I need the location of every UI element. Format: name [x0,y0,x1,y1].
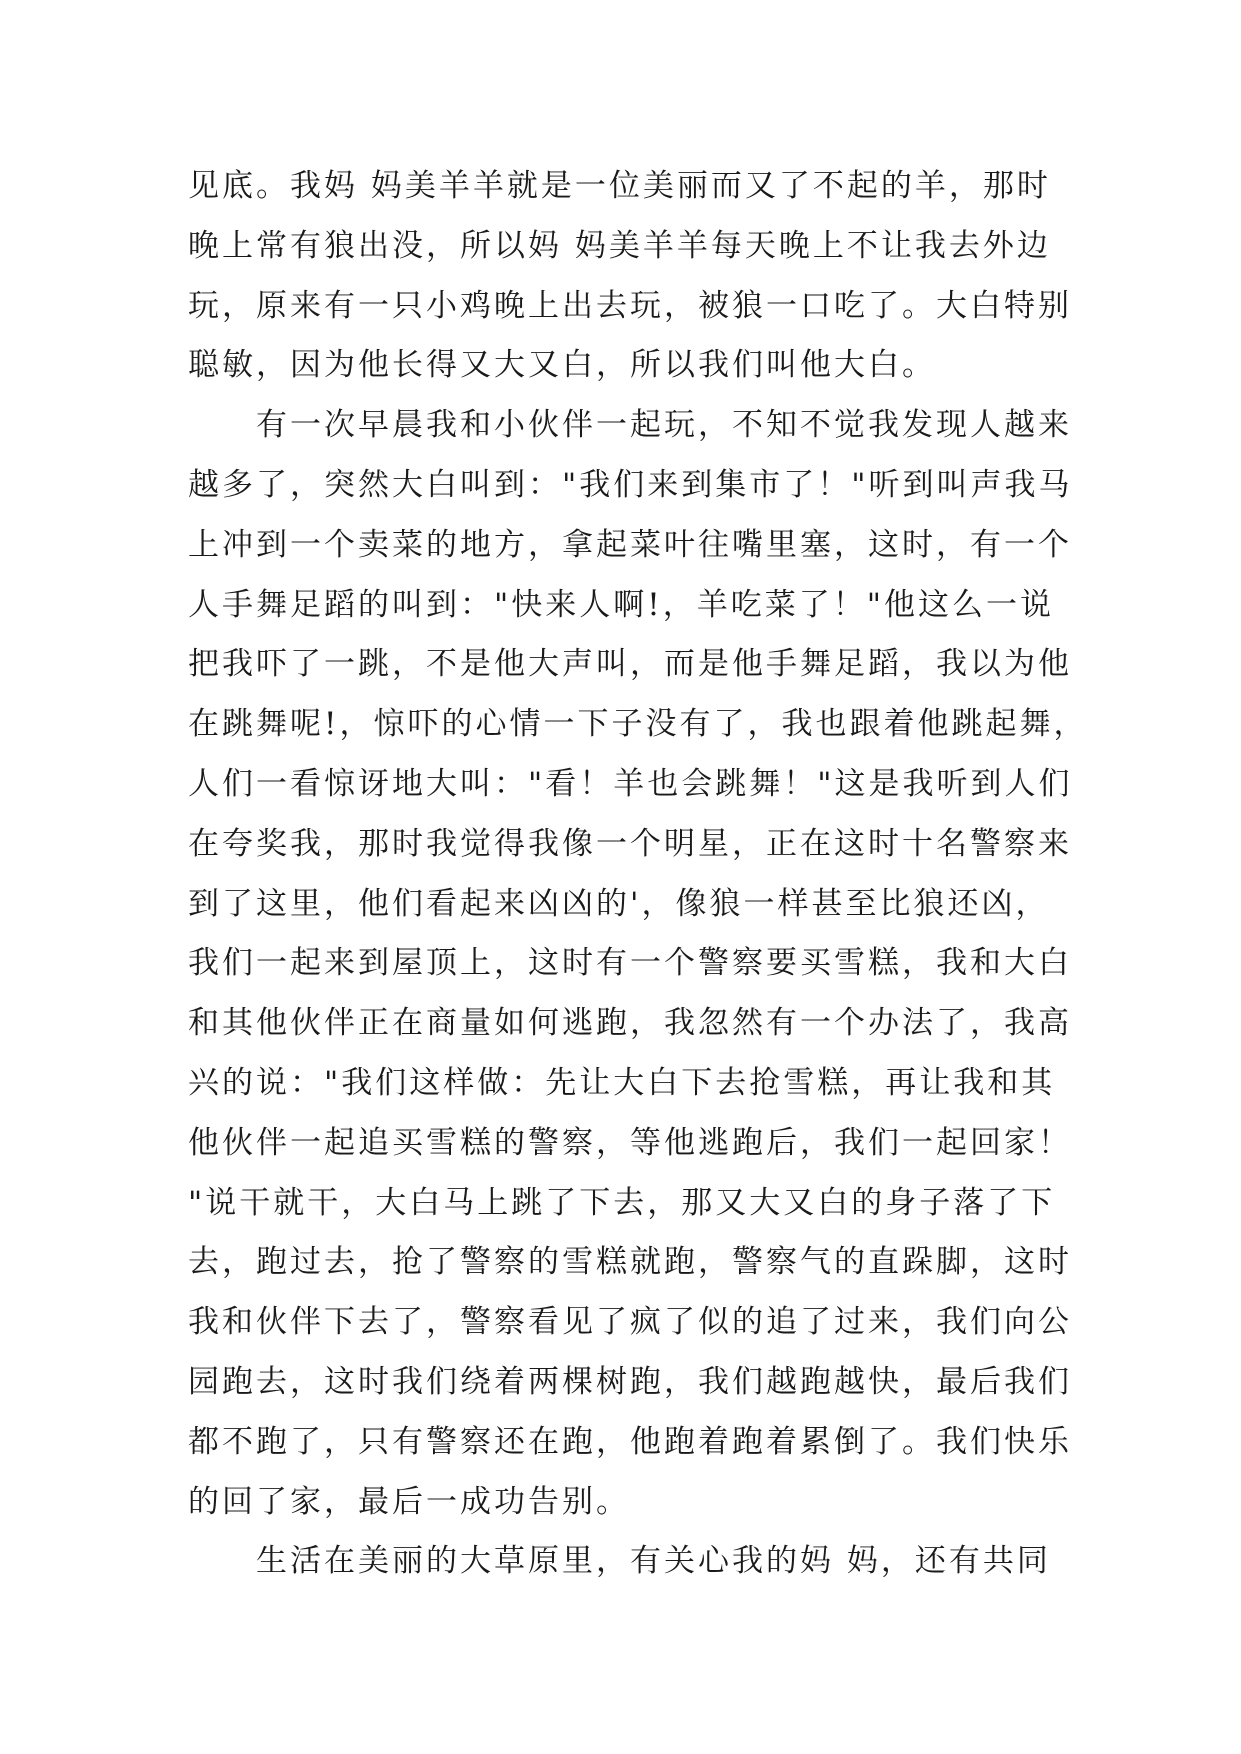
text-line: 在夸奖我，那时我觉得我像一个明星，正在这时十名警察来 [188,825,1072,862]
text-line: 人手舞足蹈的叫到："快来人啊!，羊吃菜了！"他这么一说 [188,586,1054,623]
story-text [188,157,1088,1592]
text-line: 他伙伴一起追买雪糕的警察，等他逃跑后，我们一起回家！ [188,1124,1072,1161]
text-line: 园跑去，这时我们绕着两棵树跑，我们越跑越快，最后我们 [188,1363,1072,1400]
text-line: 上冲到一个卖菜的地方，拿起菜叶往嘴里塞，这时，有一个 [188,526,1072,563]
text-line: 我们一起来到屋顶上，这时有一个警察要买雪糕，我和大白 [188,945,1072,982]
paragraph-start-line: 生活在美丽的大草原里，有关心我的妈 妈，还有共同 [188,1543,1051,1580]
text-line: 晚上常有狼出没，所以妈 妈美羊羊每天晚上不让我去外边 [188,227,1051,264]
text-line: 都不跑了，只有警察还在跑，他跑着跑着累倒了。我们快乐 [188,1423,1072,1460]
text-line: 聪敏，因为他长得又大又白，所以我们叫他大白。 [188,347,936,384]
text-line: 和其他伙伴正在商量如何逃跑，我忽然有一个办法了，我高 [188,1005,1072,1042]
paragraph-start-line: 有一次早晨我和小伙伴一起玩，不知不觉我发现人越来 [188,407,1072,444]
text-line: 把我吓了一跳，不是他大声叫，而是他手舞足蹈，我以为他 [188,646,1072,683]
text-line: 在跳舞呢!，惊吓的心情一下子没有了，我也跟着他跳起舞， [188,706,1088,743]
text-line: "说干就干，大白马上跳了下去，那又大又白的身子落了下 [188,1184,1056,1221]
text-line: 越多了，突然大白叫到："我们来到集市了！"听到叫声我马 [188,466,1073,503]
text-line: 的回了家，最后一成功告别。 [188,1483,630,1520]
text-line: 兴的说："我们这样做：先让大白下去抢雪糕，再让我和其 [188,1064,1056,1101]
text-line: 人们一看惊讶地大叫："看！羊也会跳舞！"这是我听到人们 [188,765,1073,802]
text-line: 见底。我妈 妈美羊羊就是一位美丽而又了不起的羊，那时 [188,168,1051,204]
text-line: 我和伙伴下去了，警察看见了疯了似的追了过来，我们向公 [188,1304,1072,1341]
text-line: 到了这里，他们看起来凶凶的'，像狼一样甚至比狼还凶， [188,885,1050,922]
text-line: 玩，原来有一只小鸡晚上出去玩，被狼一口吃了。大白特别 [188,287,1072,324]
text-line: 去，跑过去，抢了警察的雪糕就跑，警察气的直跺脚，这时 [188,1244,1072,1281]
